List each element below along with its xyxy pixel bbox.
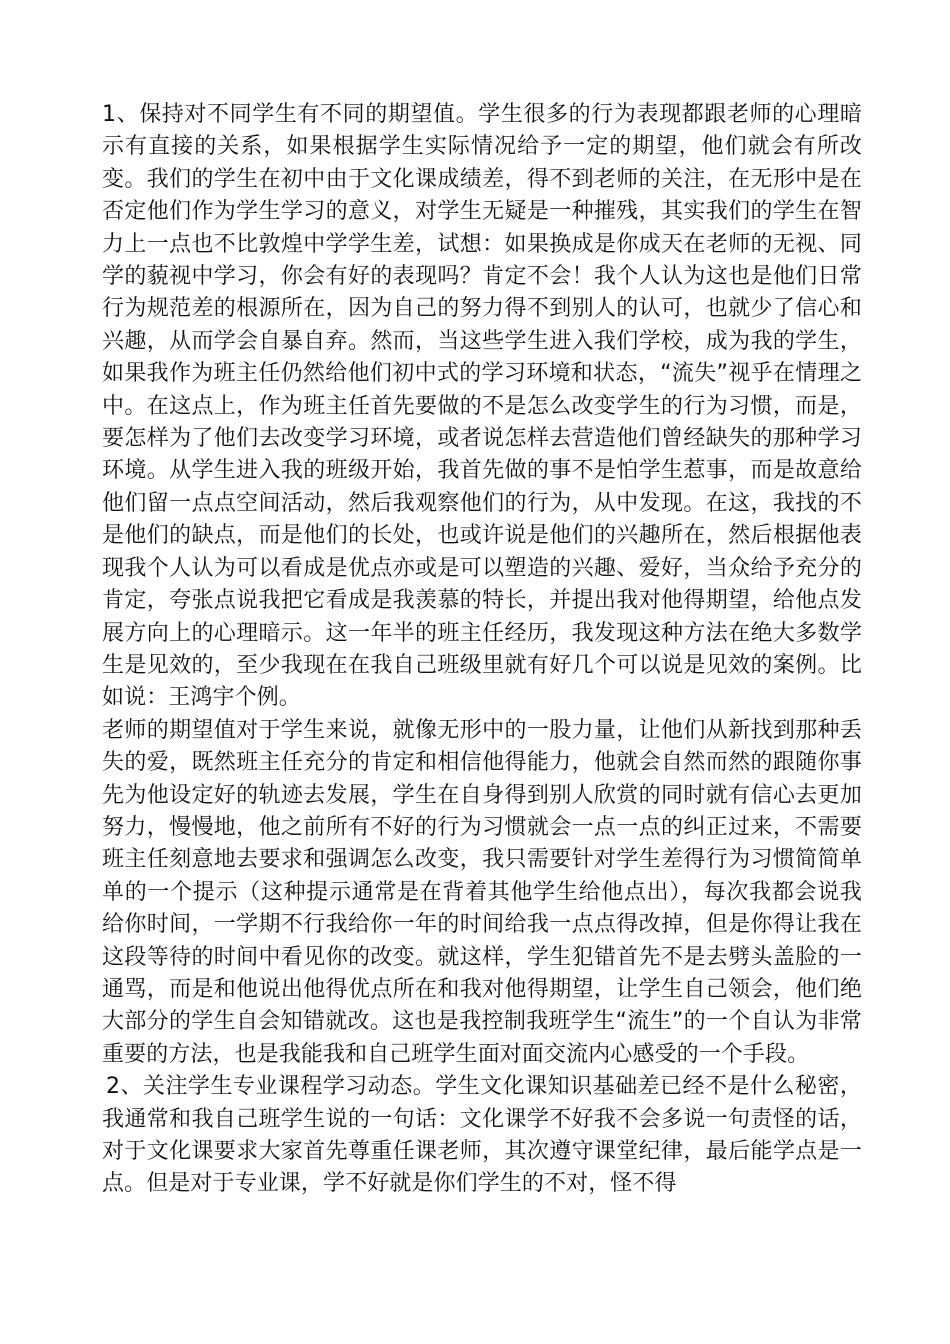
paragraph-3: 2、关注学生专业课程学习动态。学生文化课知识基础差已经不是什么秘密，我通常和我自己班学生说的一句话：文化课学不好我不会多说一句责怪的话，对于文化课要求大家首先尊重任课老师，其次遵守课堂纪律，最后能学点是一点。但是对于专业课，学不好就是你们学生的不对，怪不得 [102, 1074, 862, 1197]
document-body [102, 99, 862, 1201]
paragraph-1: 1、保持对不同学生有不同的期望值。学生很多的行为表现都跟老师的心理暗示有直接的关系，如果根据学生实际情况给予一定的期望，他们就会有所改变。我们的学生在初中由于文化课成绩差，得不到老师的关注，在无形中是在否定他们作为学生学习的意义，对学生无疑是一种摧残，其实我们的学生在智力上一点也不比敦煌中学学生差，试想：如果换成是你成天在老师的无视、同学的藐视中学习，你会有好的表现吗？肯定不会！我个人认为这也是他们日常行为规范差的根源所在，因为自己的努力得不到别人的认可，也就少了信心和兴趣，从而学会自暴自弃。然而，当这些学生进入我们学校，成为我的学生，如果我作为班主任仍然给他们初中式的学习环境和状态，“流失”视乎在情理之中。在这点上，作为班主任首先要做的不是怎么改变学生的行为习惯，而是，要怎样为了他们去改变学习环境，或者说怎样去营造他们曾经缺失的那种学习环境。从学生进入我的班级开始，我首先做的事不是怕学生惹事，而是故意给他们留一点点空间活动，然后我观察他们的行为，从中发现。在这，我找的不是他们的缺点，而是他们的长处，也或许说是他们的兴趣所在，然后根据他表现我个人认为可以看成是优点亦或是可以塑造的兴趣、爱好，当众给予充分的肯定，夸张点说我把它看成是我羡慕的特长，并提出我对他得期望，给他点发展方向上的心理暗示。这一年半的班主任经历，我发现这种方法在绝大多数学生是见效的，至少我现在在我自己班级里就有好几个可以说是见效的案例。比如说：王鸿宇个例。 [102, 102, 862, 711]
paragraph-2: 老师的期望值对于学生来说，就像无形中的一股力量，让他们从新找到那种丢失的爱，既然班主任充分的肯定和相信他得能力，他就会自然而然的跟随你事先为他设定好的轨迹去发展，学生在自身得到别人欣赏的同时就有信心去更加努力，慢慢地，他之前所有不好的行为习惯就会一点一点的纠正过来，不需要班主任刻意地去要求和强调怎么改变，我只需要针对学生差得行为习惯简简单单的一个提示（这种提示通常是在背着其他学生给他点出），每次我都会说我给你时间，一学期不行我给你一年的时间给我一点点得改掉，但是你得让我在这段等待的时间中看见你的改变。就这样，学生犯错首先不是去劈头盖脸的一通骂，而是和他说出他得优点所在和我对他得期望，让学生自己领会，他们绝大部分的学生自会知错就改。这也是我控制我班学生“流生”的一个自认为非常重要的方法，也是我能我和自己班学生面对面交流内心感受的一个手段。 [102, 717, 862, 1067]
